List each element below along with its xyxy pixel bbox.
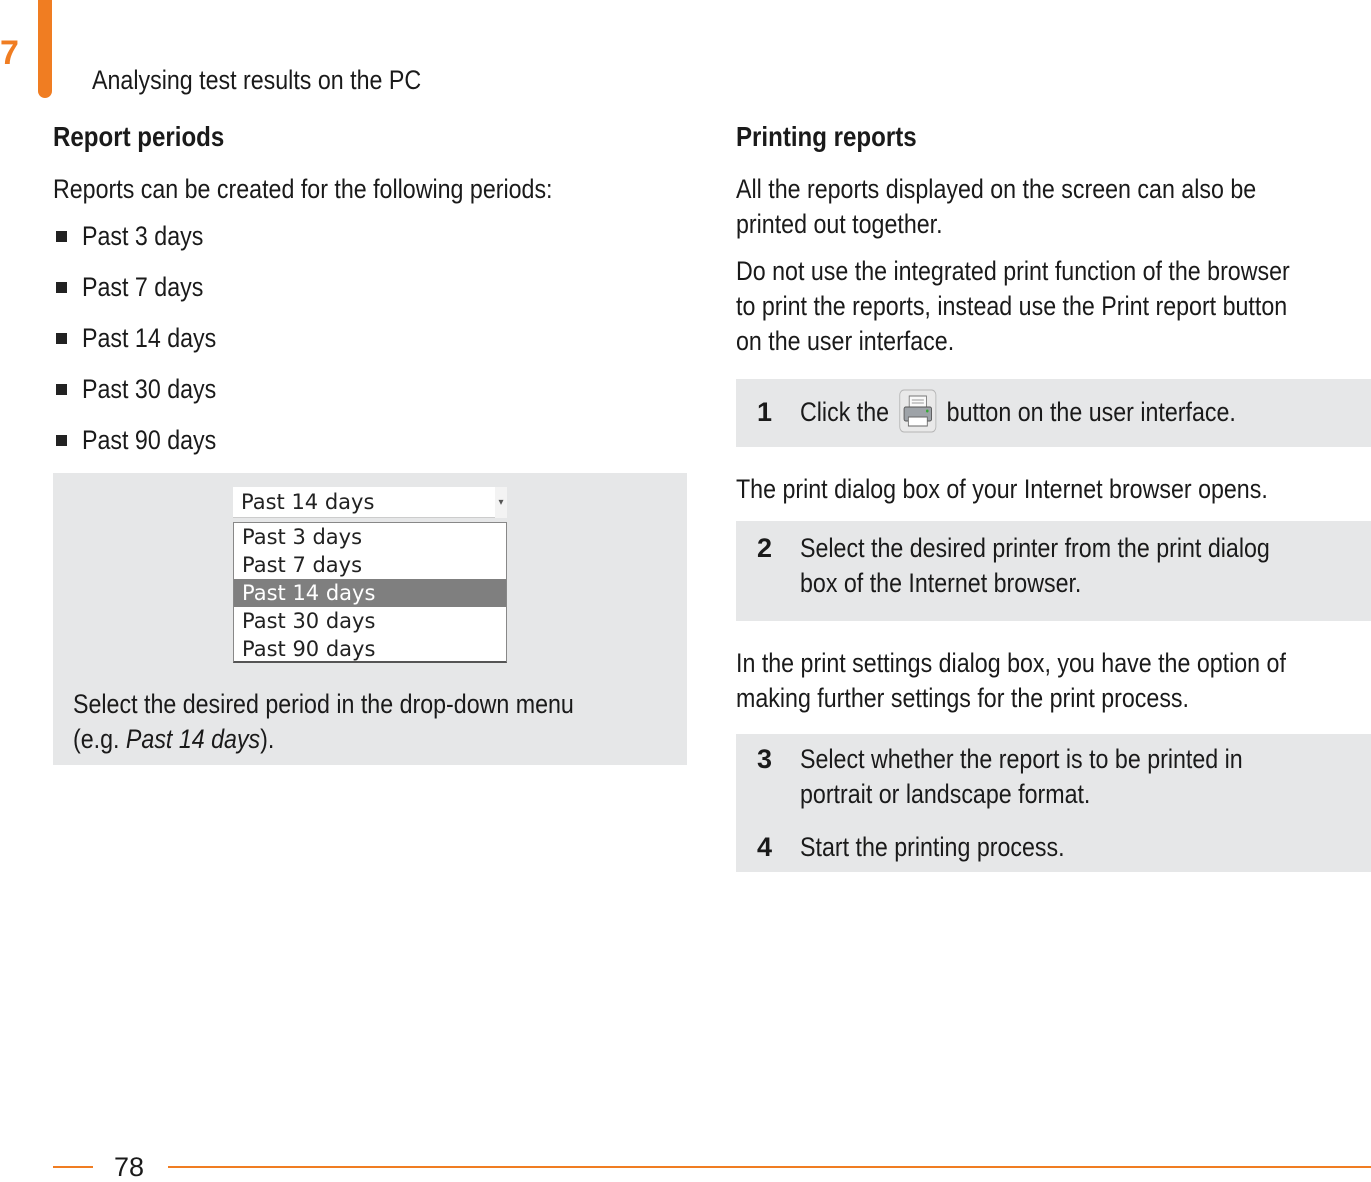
chapter-marker-bar (38, 0, 52, 98)
footer-rule-right (168, 1166, 1371, 1168)
dropdown-option-highlighted[interactable]: Past 14 days (234, 579, 506, 607)
step-box-1 (736, 379, 1371, 447)
report-periods-intro: Reports can be created for the following periods: (53, 174, 553, 204)
step-number: 3 (757, 744, 773, 774)
bullet-square-icon (56, 435, 67, 446)
printing-intro-paragraph: All the reports displayed on the screen can also be printed out together. (736, 174, 1257, 239)
list-item: Past 30 days (53, 372, 687, 423)
bullet-square-icon (56, 384, 67, 395)
step-text: Select the desired printer from the print dialog box of the Internet browser. (800, 533, 1270, 598)
dropdown-option[interactable]: Past 90 days (242, 637, 376, 661)
step-text: Click the button on the user interface. (800, 395, 1360, 433)
step-box-2 (736, 521, 1371, 621)
right-column (736, 118, 1371, 371)
step-text: Start the printing process. (800, 832, 1065, 862)
chapter-number: 7 (0, 34, 19, 72)
section-heading-printing-reports: Printing reports (736, 121, 917, 152)
bullet-square-icon (56, 333, 67, 344)
step-number: 4 (757, 832, 773, 862)
bullet-square-icon (56, 231, 67, 242)
step-box-3-4 (736, 734, 1371, 872)
dropdown-selected-value[interactable]: Past 14 days (233, 487, 495, 518)
after-step1-text: The print dialog box of your Internet browser opens. (736, 474, 1268, 504)
list-item: Past 3 days (53, 219, 687, 270)
page-number: 78 (114, 1152, 145, 1182)
after-step2-text: In the print settings dialog box, you have the option of making further settings for the print process. (736, 648, 1286, 713)
dropdown-option[interactable]: Past 7 days (242, 553, 363, 577)
printer-icon[interactable] (899, 389, 937, 433)
step-number: 2 (757, 533, 773, 563)
footer-rule-left (53, 1166, 93, 1168)
section-heading-report-periods: Report periods (53, 121, 225, 152)
bullet-square-icon (56, 282, 67, 293)
printing-note-paragraph: Do not use the integrated print function of the browser to print the reports, instead use the Print report button on the user interface. (736, 256, 1290, 356)
page-header-title: Analysing test results on the PC (92, 65, 422, 95)
caption-example-italic: Past 14 days (125, 724, 261, 754)
dropdown-option[interactable]: Past 3 days (242, 525, 363, 549)
dropdown-options-list (233, 522, 507, 663)
list-item: Past 90 days (53, 423, 687, 474)
step-number: 1 (757, 397, 773, 427)
period-dropdown[interactable] (233, 487, 507, 663)
dropdown-figure (53, 473, 687, 765)
list-item: Past 14 days (53, 321, 687, 372)
left-column (53, 118, 687, 474)
dropdown-arrow-icon[interactable]: ▾ (495, 487, 507, 518)
step-text: Select whether the report is to be printed in portrait or landscape format. (800, 744, 1243, 809)
dropdown-option[interactable]: Past 30 days (242, 609, 376, 633)
period-list (53, 219, 687, 474)
figure-caption: Select the desired period in the drop-down menu (e.g. Past 14 days). (73, 689, 574, 754)
list-item: Past 7 days (53, 270, 687, 321)
